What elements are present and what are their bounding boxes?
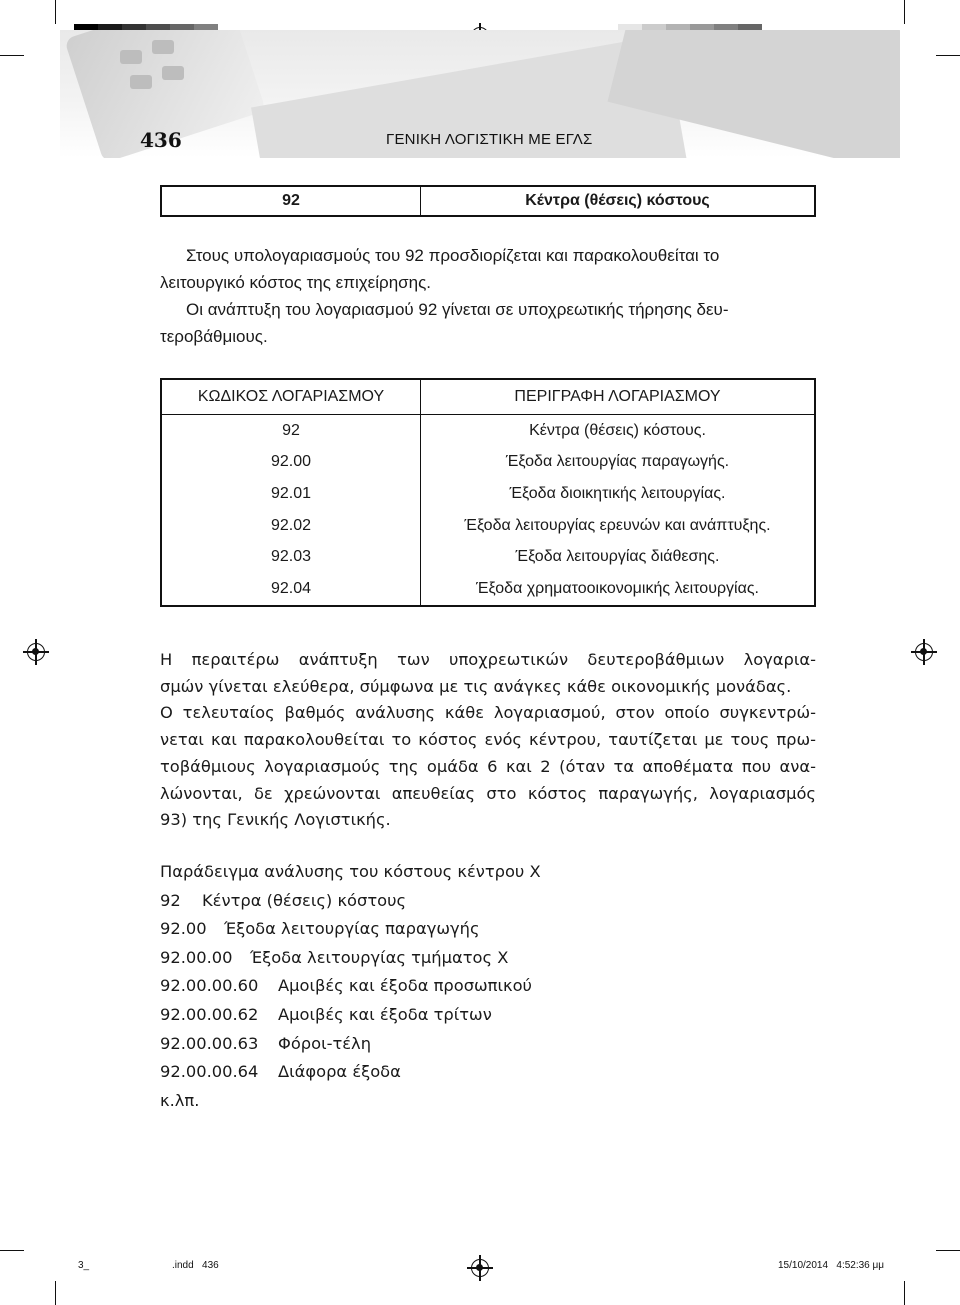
page-number: 436 — [140, 128, 182, 152]
table-row — [161, 478, 815, 510]
table-row — [161, 415, 815, 447]
body-line: 93) της Γενικής Λογιστικής. — [160, 810, 391, 830]
column-header-description: ΠΕΡΙΓΡΑΦΗ ΛΟΓΑΡΙΑΣΜΟΥ — [421, 379, 816, 415]
intro-line: τεροβάθμιους. — [160, 327, 268, 346]
example-code: 92.00 — [160, 919, 207, 939]
body-line: τοβάθμιους λογαριασμούς της ομάδα 6 και 2 (όταν τα αποθέματα που ανα- — [160, 756, 816, 776]
example-code: 92 — [160, 890, 181, 910]
table-row — [161, 510, 815, 542]
table-row — [161, 541, 815, 573]
account-code: 92.02 — [161, 510, 421, 542]
account-code: 92 — [161, 415, 421, 447]
example-code: 92.00.00.60 — [160, 976, 259, 996]
crop-mark — [0, 55, 24, 56]
list-item — [160, 915, 541, 944]
example-label: Κέντρα (θέσεις) κόστους — [202, 890, 407, 910]
body-line: Η περαιτέρω ανάπτυξη των υποχρεωτικών δευτεροβάθμιων λογαρια- — [160, 650, 816, 669]
example-heading: Παράδειγμα ανάλυσης του κόστους κέντρου Χ — [160, 862, 541, 881]
list-item — [160, 1030, 541, 1059]
body-line: σμών γίνεται ελεύθερα, σύμφωνα με τις ανάγκες κάθε οικονομικής μονάδας. — [160, 676, 792, 696]
example-code: 92.00.00.64 — [160, 1062, 259, 1082]
intro-line: λειτουργικό κόστος της επιχείρησης. — [160, 273, 432, 292]
registration-mark-icon — [471, 1259, 489, 1277]
list-item — [160, 1058, 541, 1087]
account-code: 92.00 — [161, 447, 421, 479]
account-description: Έξοδα λειτουργίας ερευνών και ανάπτυξης. — [464, 516, 771, 534]
crop-mark — [0, 1250, 24, 1251]
example-label: Αμοιβές και έξοδα προσωπικού — [278, 976, 532, 996]
intro-line: Οι ανάπτυξη του λογαριασμού 92 γίνεται σε υποχρεωτικής τήρησης δευ- — [186, 300, 729, 319]
registration-mark-icon — [915, 643, 933, 661]
crop-mark — [904, 1281, 905, 1305]
example-label: Αμοιβές και έξοδα τρίτων — [278, 1004, 492, 1024]
example-label: Διάφορα έξοδα — [278, 1062, 401, 1082]
account-description: Έξοδα λειτουργίας διάθεσης. — [515, 548, 720, 566]
body-line: νεται και παρακολουθείται το κόστος ενός κέντρου, ταυτίζεται με τους πρω- — [160, 730, 816, 750]
column-header-code: ΚΩΔΙΚΟΣ ΛΟΓΑΡΙΑΣΜΟΥ — [161, 379, 421, 415]
crop-mark — [904, 0, 905, 24]
table-row — [161, 573, 815, 606]
list-item — [160, 887, 541, 916]
example-trailer: κ.λπ. — [160, 1090, 200, 1110]
example-label: Έξοδα λειτουργίας τμήματος Χ — [250, 947, 509, 967]
account-code: 92.01 — [161, 478, 421, 510]
account-code: 92.03 — [161, 541, 421, 573]
account-code: 92.04 — [161, 573, 421, 606]
section-code: 92 — [162, 187, 421, 215]
example-label: Φόροι-τέλη — [278, 1033, 372, 1053]
registration-mark-icon — [27, 643, 45, 661]
slug-file-name: .indd 436 — [172, 1260, 219, 1271]
example-code: 92.00.00.63 — [160, 1033, 259, 1053]
example-list — [160, 858, 541, 1115]
account-description: Έξοδα διοικητικής λειτουργίας. — [509, 484, 726, 502]
intro-line: Στους υπολογαριασμούς του 92 προσδιορίζεται και παρακολουθείται το — [186, 246, 720, 265]
example-label: Έξοδα λειτουργίας παραγωγής — [224, 919, 480, 939]
account-table — [160, 378, 816, 607]
slug-timestamp: 15/10/2014 4:52:36 μμ — [778, 1260, 885, 1271]
body-paragraph — [160, 647, 816, 834]
list-item — [160, 972, 541, 1001]
table-header-row — [161, 379, 815, 415]
crop-mark — [936, 55, 960, 56]
body-line: Ο τελευταίος βαθμός ανάλυσης κάθε λογαριασμού, στον οποίο συγκεντρώ- — [160, 703, 816, 723]
section-name: Κέντρα (θέσεις) κόστους — [525, 192, 710, 209]
example-code: 92.00.00.62 — [160, 1004, 259, 1024]
account-description: Έξοδα λειτουργίας παραγωγής. — [505, 453, 730, 471]
account-description: Έξοδα χρηματοοικονομικής λειτουργίας. — [475, 579, 759, 597]
table-row — [161, 447, 815, 479]
account-description: Κέντρα (θέσεις) κόστους. — [529, 421, 706, 439]
running-head: ΓΕΝΙΚΗ ΛΟΓΙΣΤΙΚΗ ΜΕ ΕΓΛΣ — [386, 131, 593, 148]
slug-file-prefix: 3_ — [78, 1260, 90, 1271]
body-line: λώνονται, δε χρεώνονται απευθείας στο κόστος παραγωγής, λογαριασμός — [160, 783, 816, 803]
crop-mark — [55, 1281, 56, 1305]
section-title-box — [160, 185, 816, 217]
list-item — [160, 1001, 541, 1030]
crop-mark — [55, 0, 56, 24]
crop-mark — [936, 1250, 960, 1251]
intro-paragraph — [160, 242, 816, 350]
list-item — [160, 944, 541, 973]
example-code: 92.00.00 — [160, 947, 233, 967]
